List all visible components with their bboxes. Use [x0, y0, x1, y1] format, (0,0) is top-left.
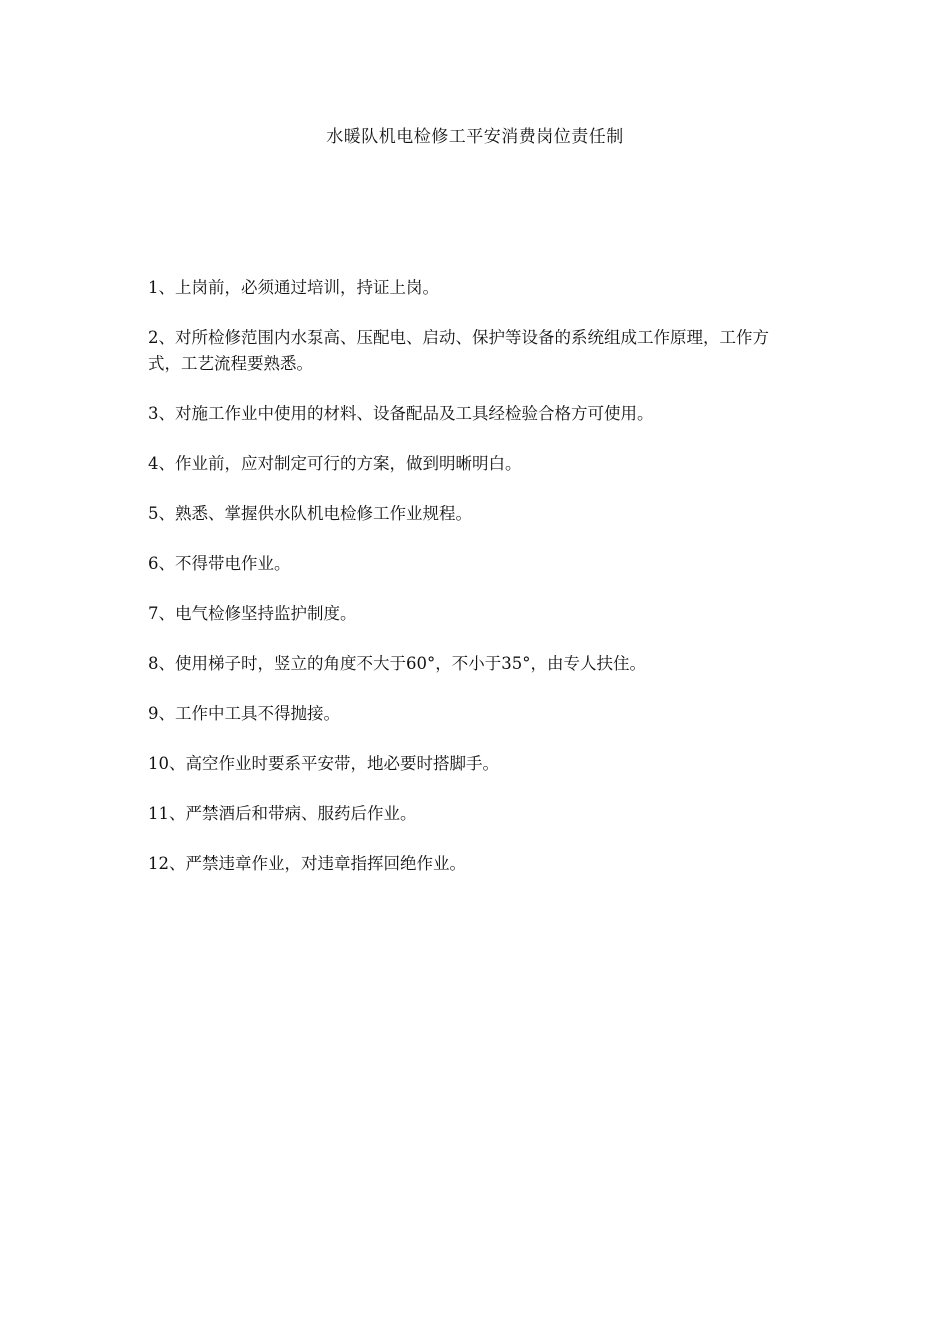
- list-item: 10、高空作业时要系平安带，地必要时搭脚手。: [148, 754, 499, 773]
- list-item: 11、严禁酒后和带病、服药后作业。: [148, 804, 417, 823]
- list-item: 9、工作中工具不得抛接。: [148, 704, 340, 723]
- list-item: 3、对施工作业中使用的材料、设备配品及工具经检验合格方可使用。: [148, 404, 654, 423]
- list-item: 5、熟悉、掌握供水队机电检修工作业规程。: [148, 504, 472, 523]
- list-item: 2、对所检修范围内水泵高、压配电、启动、保护等设备的系统组成工作原理，工作方式，工艺流程要熟悉。: [148, 328, 769, 373]
- list-item: 6、不得带电作业。: [148, 554, 291, 573]
- list-item: 8、使用梯子时，竖立的角度不大于60°，不小于35°，由专人扶住。: [148, 654, 646, 673]
- responsibility-list: [148, 275, 778, 901]
- list-item: 7、电气检修坚持监护制度。: [148, 604, 357, 623]
- document-title: 水暖队机电检修工平安消费岗位责任制: [326, 127, 624, 147]
- list-item: 4、作业前，应对制定可行的方案，做到明晰明白。: [148, 454, 522, 473]
- list-item: 1、上岗前，必须通过培训，持证上岗。: [148, 278, 439, 297]
- list-item: 12、严禁违章作业，对违章指挥回绝作业。: [148, 854, 466, 873]
